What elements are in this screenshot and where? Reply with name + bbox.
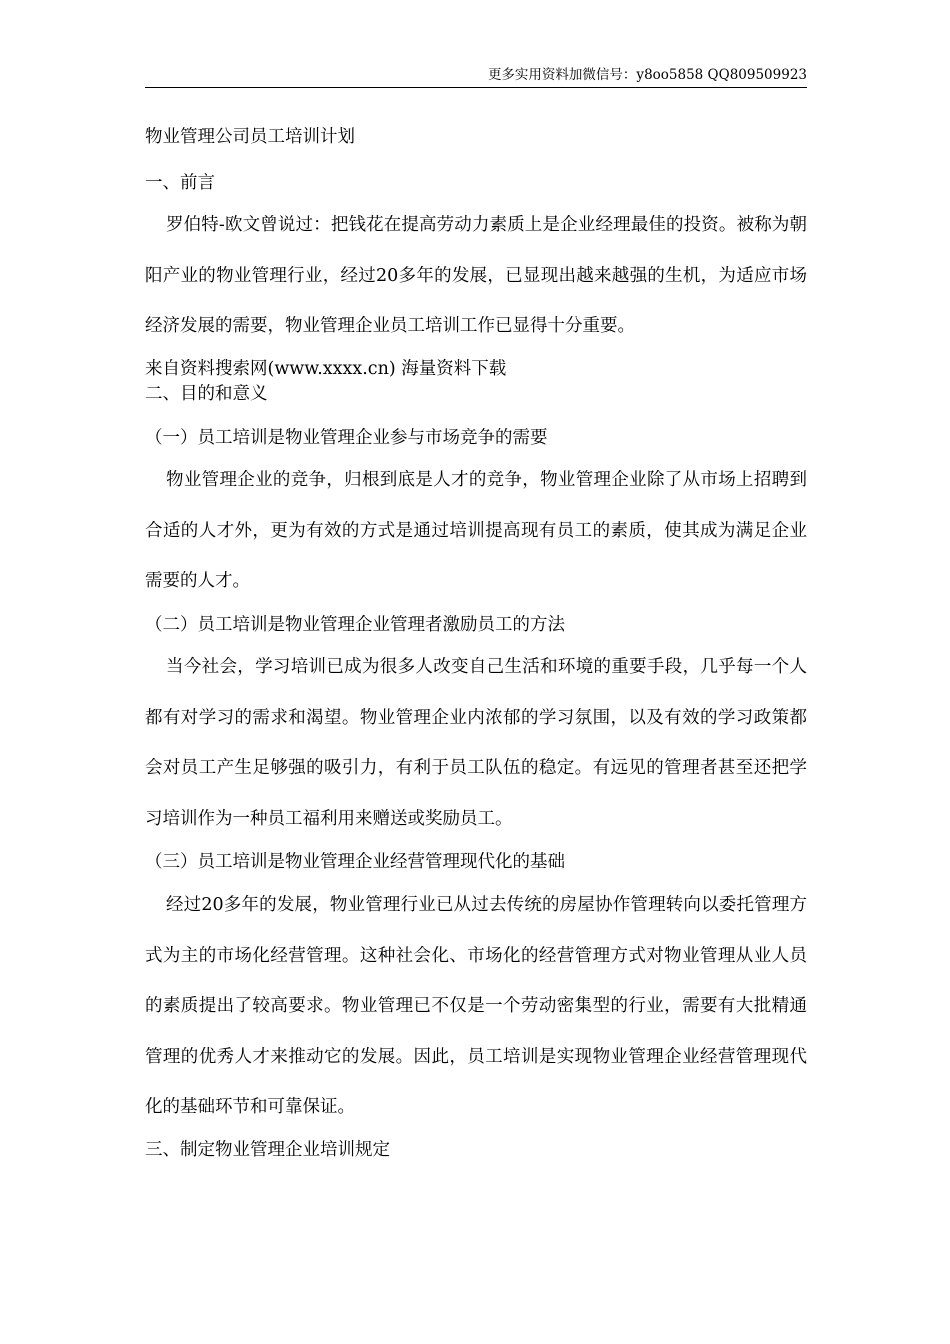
- section-heading-preface: 一、前言: [145, 173, 215, 193]
- subsection-heading-motivation: （二）员工培训是物业管理企业管理者激励员工的方法: [145, 615, 565, 635]
- subsection-heading-modernization: （三）员工培训是物业管理企业经营管理现代化的基础: [145, 852, 565, 872]
- page-header: 更多实用资料加微信号：y8oo5858 QQ809509923: [487, 67, 807, 83]
- header-divider: [145, 87, 807, 88]
- preface-paragraph: 罗伯特-欧文曾说过：把钱花在提高劳动力素质上是企业经理最佳的投资。被称为朝阳产业的物业管理行业，经过20多年的发展，已显现出越来越强的生机，为适应市场经济发展的需要，物业管理企业员工培训工作已显得十分重要。: [145, 215, 807, 336]
- motivation-paragraph: 当今社会，学习培训已成为很多人改变自己生活和环境的重要手段，几乎每一个人都有对学习的需求和渴望。物业管理企业内浓郁的学习氛围，以及有效的学习政策都会对员工产生足够强的吸引力，有利于员工队伍的稳定。有远见的管理者甚至还把学习培训作为一种员工福利用来赠送或奖励员工。: [145, 657, 807, 829]
- modernization-paragraph: 经过20多年的发展，物业管理行业已从过去传统的房屋协作管理转向以委托管理方式为主的市场化经营管理。这种社会化、市场化的经营管理方式对物业管理从业人员的素质提出了较高要求。物业管理已不仅是一个劳动密集型的行业，需要有大批精通管理的优秀人才来推动它的发展。因此，员工培训是实现物业管理企业经营管理现代化的基础环节和可靠保证。: [145, 895, 807, 1117]
- source-note: 来自资料搜索网(www.xxxx.cn) 海量资料下载: [145, 359, 507, 379]
- document-title: 物业管理公司员工培训计划: [145, 127, 355, 147]
- section-heading-training-rules: 三、制定物业管理企业培训规定: [145, 1140, 390, 1160]
- subsection-heading-competition: （一）员工培训是物业管理企业参与市场竞争的需要: [145, 428, 548, 448]
- competition-paragraph: 物业管理企业的竞争，归根到底是人才的竞争，物业管理企业除了从市场上招聘到合适的人才外，更为有效的方式是通过培训提高现有员工的素质，使其成为满足企业需要的人才。: [145, 470, 807, 591]
- section-heading-purpose: 二、目的和意义: [145, 384, 268, 404]
